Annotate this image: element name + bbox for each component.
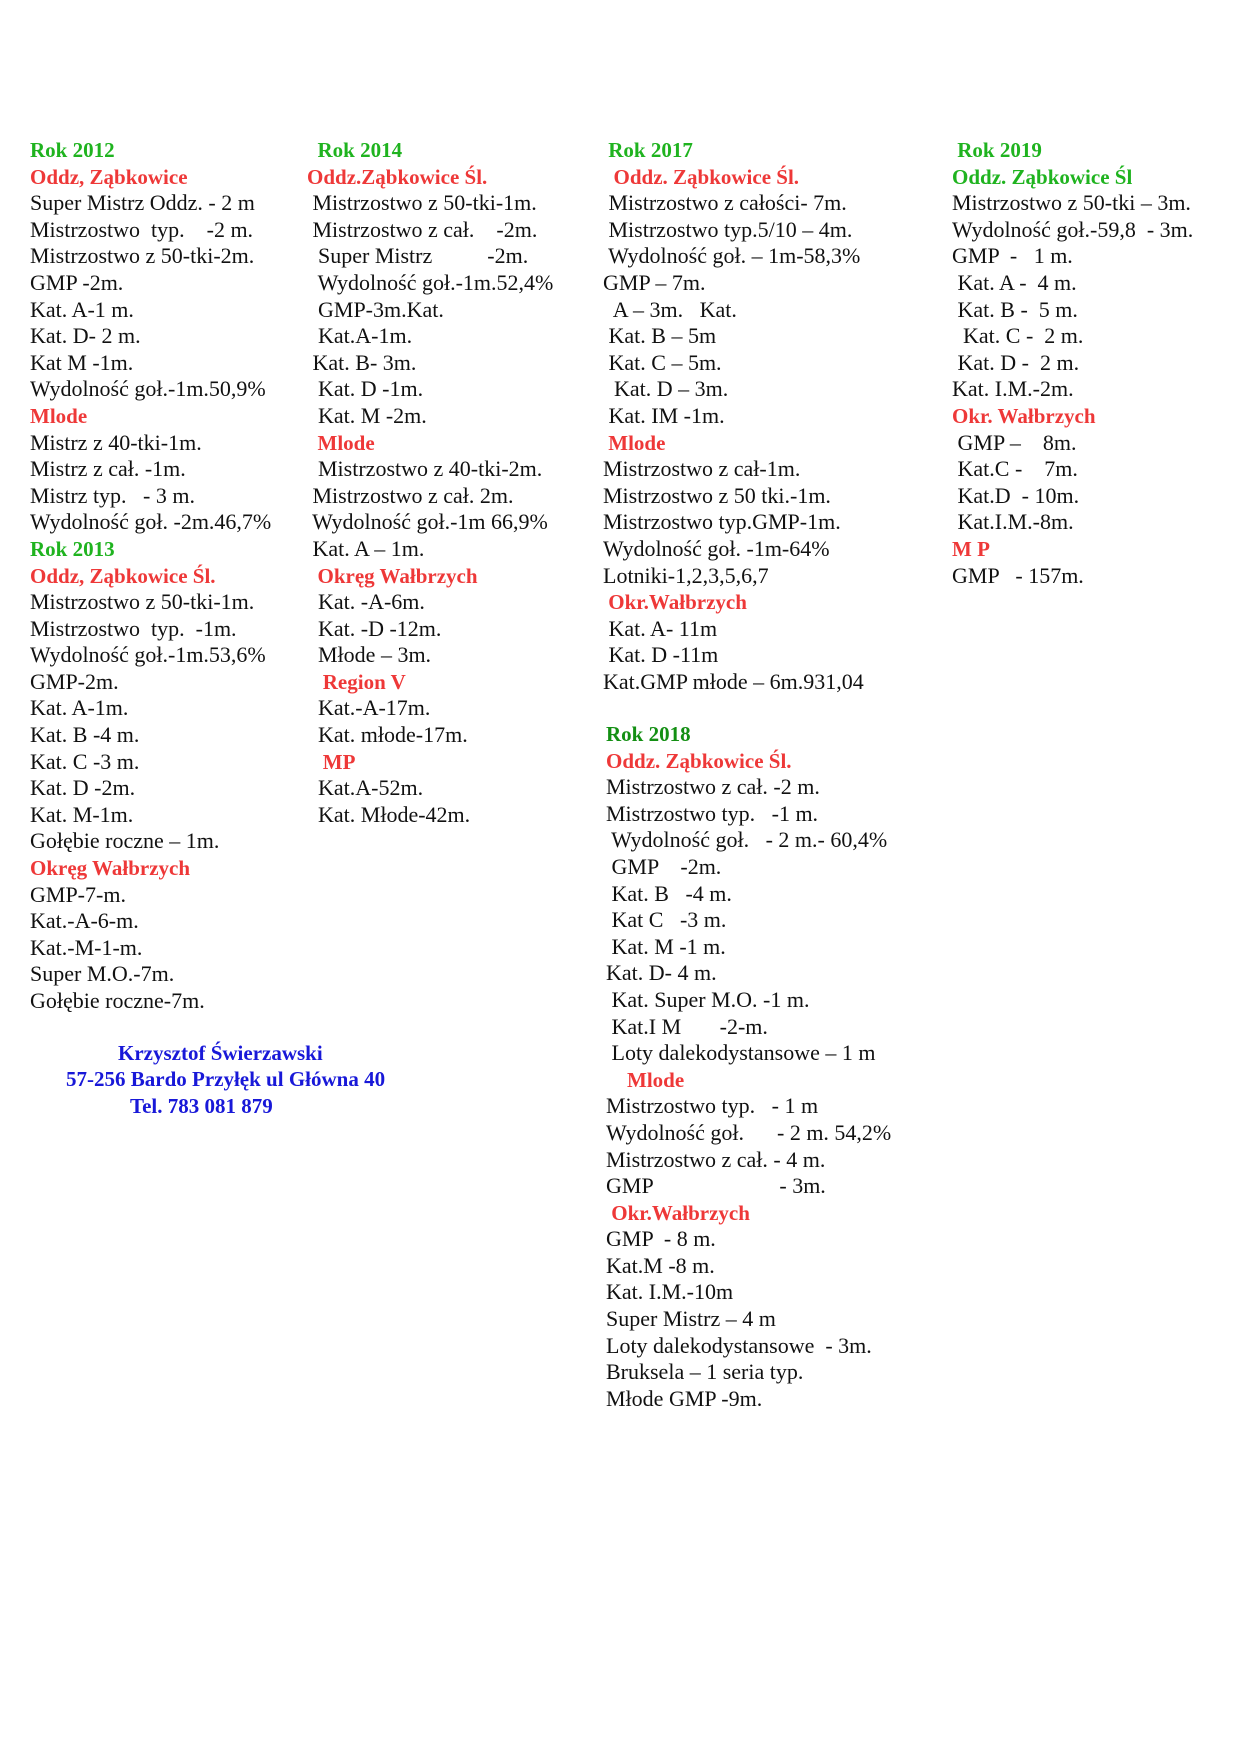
- result-entry: Kat. D- 2 m.: [30, 323, 141, 349]
- section-heading: Oddz, Ząbkowice: [30, 164, 188, 189]
- result-entry: Kat. A- 11m: [603, 615, 718, 641]
- result-entry: Wydolność goł. – 1m-58,3%: [603, 243, 861, 269]
- section-heading: MP: [307, 749, 356, 774]
- section-heading: Okręg Wałbrzych: [307, 563, 478, 588]
- result-entry: GMP -2m.: [30, 269, 124, 295]
- result-entry: Kat.-A-6-m.: [30, 908, 139, 934]
- year-heading: Rok 2017: [603, 138, 693, 162]
- result-entry: Mistrz z cał. -1m.: [30, 456, 186, 482]
- result-entry: Wydolność goł.-1m 66,9%: [307, 509, 548, 535]
- section-heading: M P: [952, 536, 990, 561]
- section-heading: Okręg Wałbrzych: [30, 856, 191, 881]
- section-heading: Mlode: [606, 1067, 685, 1092]
- section-heading: Okr.Wałbrzych: [606, 1200, 750, 1225]
- result-entry: Lotniki-1,2,3,5,6,7: [603, 562, 769, 588]
- contact-address: 57-256 Bardo Przyłęk ul Główna 40: [66, 1067, 386, 1091]
- result-entry: Kat. I.M.-10m: [606, 1279, 734, 1305]
- result-entry: Mistrzostwo typ. - 1 m: [606, 1093, 819, 1119]
- result-entry: Mistrz typ. - 3 m.: [30, 482, 195, 508]
- column-2019: [952, 137, 1193, 589]
- section-heading: Region V: [307, 669, 406, 694]
- result-entry: Wydolność goł. -1m-64%: [603, 535, 830, 561]
- result-entry: GMP-3m.Kat.: [307, 296, 444, 322]
- result-entry: A – 3m. Kat.: [603, 296, 737, 322]
- result-entry: Kat. -A-6m.: [307, 589, 425, 615]
- section-heading: Mlode: [603, 430, 666, 455]
- result-entry: Loty dalekodystansowe – 1 m: [606, 1040, 876, 1066]
- result-entry: Mistrzostwo z 50-tki-1m.: [30, 589, 255, 615]
- result-entry: Kat. Młode-42m.: [307, 801, 471, 827]
- result-entry: Kat. M-1m.: [30, 801, 134, 827]
- section-heading: Mlode: [30, 403, 88, 428]
- result-entry: Kat.I.M.-8m.: [952, 509, 1074, 535]
- result-entry: Wydolność goł.-1m.53,6%: [30, 642, 266, 668]
- section-heading: Okr.Wałbrzych: [603, 590, 747, 615]
- result-entry: Mistrzostwo z cał. -2m.: [307, 216, 538, 242]
- result-entry: Kat. Super M.O. -1 m.: [606, 986, 810, 1012]
- result-entry: Kat M -1m.: [30, 349, 134, 375]
- result-entry: Mistrz z 40-tki-1m.: [30, 429, 202, 455]
- section-heading: Oddz, Ząbkowice Śl.: [30, 563, 216, 588]
- year-heading: Rok 2012: [30, 138, 115, 162]
- result-entry: Gołębie roczne – 1m.: [30, 828, 220, 854]
- section-heading: Oddz. Ząbkowice Śl.: [606, 748, 792, 773]
- result-entry: Kat.A-52m.: [307, 775, 424, 801]
- result-entry: Kat. D -2m.: [30, 775, 136, 801]
- result-entry: Wydolność goł. - 2 m. 54,2%: [606, 1119, 892, 1145]
- result-entry: Kat.-M-1-m.: [30, 934, 143, 960]
- result-entry: Wydolność goł.-1m.50,9%: [30, 376, 266, 402]
- result-entry: Kat. B -4 m.: [606, 880, 732, 906]
- result-entry: Kat.A-1m.: [307, 323, 413, 349]
- column-2014: [307, 137, 553, 828]
- contact-name: Krzysztof Świerzawski: [118, 1041, 323, 1065]
- result-entry: Kat C -3 m.: [606, 907, 727, 933]
- result-entry: Młode GMP -9m.: [606, 1385, 763, 1411]
- result-entry: Kat. C -3 m.: [30, 748, 140, 774]
- result-entry: Kat.-A-17m.: [307, 695, 431, 721]
- result-entry: Kat.GMP młode – 6m.931,04: [603, 668, 864, 694]
- result-entry: Kat. D -11m: [603, 642, 719, 668]
- section-heading: Okr. Wałbrzych: [952, 403, 1096, 428]
- result-entry: Kat. I.M.-2m.: [952, 376, 1074, 402]
- result-entry: Kat. A – 1m.: [307, 535, 425, 561]
- result-entry: Gołębie roczne-7m.: [30, 988, 205, 1013]
- result-entry: Mistrzostwo z całości- 7m.: [603, 190, 847, 216]
- result-entry: Loty dalekodystansowe - 3m.: [606, 1332, 872, 1358]
- result-entry: Kat. A-1 m.: [30, 296, 134, 322]
- section-heading: Oddz. Ząbkowice Śl: [952, 164, 1133, 189]
- result-entry: Kat. D- 4 m.: [606, 960, 717, 986]
- result-entry: GMP – 8m.: [952, 429, 1077, 455]
- result-entry: Kat. B -4 m.: [30, 722, 140, 748]
- result-entry: Mistrzostwo z cał. 2m.: [307, 482, 514, 508]
- column-2017: [603, 137, 864, 695]
- result-entry: Mistrzostwo z 50-tki – 3m.: [952, 190, 1191, 216]
- result-entry: Kat.D - 10m.: [952, 482, 1080, 508]
- section-heading: Mlode: [307, 430, 375, 455]
- result-entry: Kat.I M -2-m.: [606, 1013, 768, 1039]
- result-entry: Mistrzostwo typ. -2 m.: [30, 216, 254, 242]
- result-entry: Kat.C - 7m.: [952, 456, 1078, 482]
- result-entry: Młode – 3m.: [307, 642, 432, 668]
- result-entry: Kat. B - 5 m.: [952, 296, 1078, 322]
- result-entry: Mistrzostwo typ. -1 m.: [606, 800, 819, 826]
- result-entry: Kat. C – 5m.: [603, 349, 722, 375]
- result-entry: Super Mistrz Oddz. - 2 m: [30, 190, 255, 216]
- result-entry: Kat. B- 3m.: [307, 349, 417, 375]
- result-entry: Kat. A - 4 m.: [952, 269, 1077, 295]
- result-entry: Kat. D -1m.: [307, 376, 424, 402]
- year-heading: Rok 2013: [30, 536, 115, 561]
- result-entry: Wydolność goł.-1m.52,4%: [307, 269, 554, 295]
- section-heading: Oddz.Ząbkowice Śl.: [307, 164, 488, 189]
- column-2018: [606, 721, 891, 1412]
- result-entry: Wydolność goł. -2m.46,7%: [30, 509, 272, 535]
- result-entry: Kat. C - 2 m.: [952, 323, 1084, 349]
- result-entry: Mistrzostwo z 40-tki-2m.: [307, 456, 543, 482]
- result-entry: Kat. B – 5m: [603, 323, 717, 349]
- result-entry: Kat. IM -1m.: [603, 402, 725, 428]
- result-entry: GMP - 1 m.: [952, 243, 1073, 269]
- result-entry: Kat. A-1m.: [30, 695, 129, 721]
- result-entry: GMP - 8 m.: [606, 1226, 716, 1252]
- section-heading: Oddz. Ząbkowice Śl.: [603, 164, 800, 189]
- result-entry: GMP-7-m.: [30, 881, 126, 907]
- result-entry: Kat. D – 3m.: [603, 376, 729, 402]
- result-entry: Mistrzostwo z cał. -2 m.: [606, 774, 820, 800]
- result-entry: Mistrzostwo z 50-tki-2m.: [30, 243, 255, 269]
- result-entry: Super M.O.-7m.: [30, 961, 175, 987]
- result-entry: Mistrzostwo z cał-1m.: [603, 456, 801, 482]
- result-entry: Mistrzostwo typ.5/10 – 4m.: [603, 216, 853, 242]
- result-entry: Kat. -D -12m.: [307, 615, 442, 641]
- result-entry: Super Mistrz -2m.: [307, 243, 529, 269]
- result-entry: GMP - 3m.: [606, 1173, 826, 1199]
- result-entry: Mistrzostwo z 50 tki.-1m.: [603, 482, 831, 508]
- result-entry: GMP -2m.: [606, 853, 722, 879]
- result-entry: Kat.M -8 m.: [606, 1252, 715, 1278]
- result-entry: Mistrzostwo z 50-tki-1m.: [307, 190, 537, 216]
- result-entry: Super Mistrz – 4 m: [606, 1306, 776, 1332]
- contact-phone: Tel. 783 081 879: [130, 1094, 273, 1118]
- result-entry: Kat. M -1 m.: [606, 933, 726, 959]
- result-entry: Bruksela – 1 seria typ.: [606, 1359, 804, 1385]
- result-entry: GMP – 7m.: [603, 269, 706, 295]
- result-entry: Mistrzostwo z cał. - 4 m.: [606, 1146, 826, 1172]
- result-entry: Mistrzostwo typ. -1m.: [30, 615, 237, 641]
- year-heading: Rok 2014: [307, 138, 403, 162]
- year-heading: Rok 2018: [606, 722, 691, 746]
- result-entry: Mistrzostwo typ.GMP-1m.: [603, 509, 841, 535]
- result-entry: Kat. D - 2 m.: [952, 349, 1080, 375]
- result-entry: Kat. młode-17m.: [307, 722, 468, 748]
- result-entry: GMP-2m.: [30, 668, 119, 694]
- result-entry: Wydolność goł.-59,8 - 3m.: [952, 216, 1194, 242]
- result-entry: Wydolność goł. - 2 m.- 60,4%: [606, 827, 888, 853]
- result-entry: Kat. M -2m.: [307, 402, 427, 428]
- year-heading: Rok 2019: [952, 138, 1042, 162]
- column-2012-2013: [30, 137, 271, 1015]
- result-entry: GMP - 157m.: [952, 562, 1084, 588]
